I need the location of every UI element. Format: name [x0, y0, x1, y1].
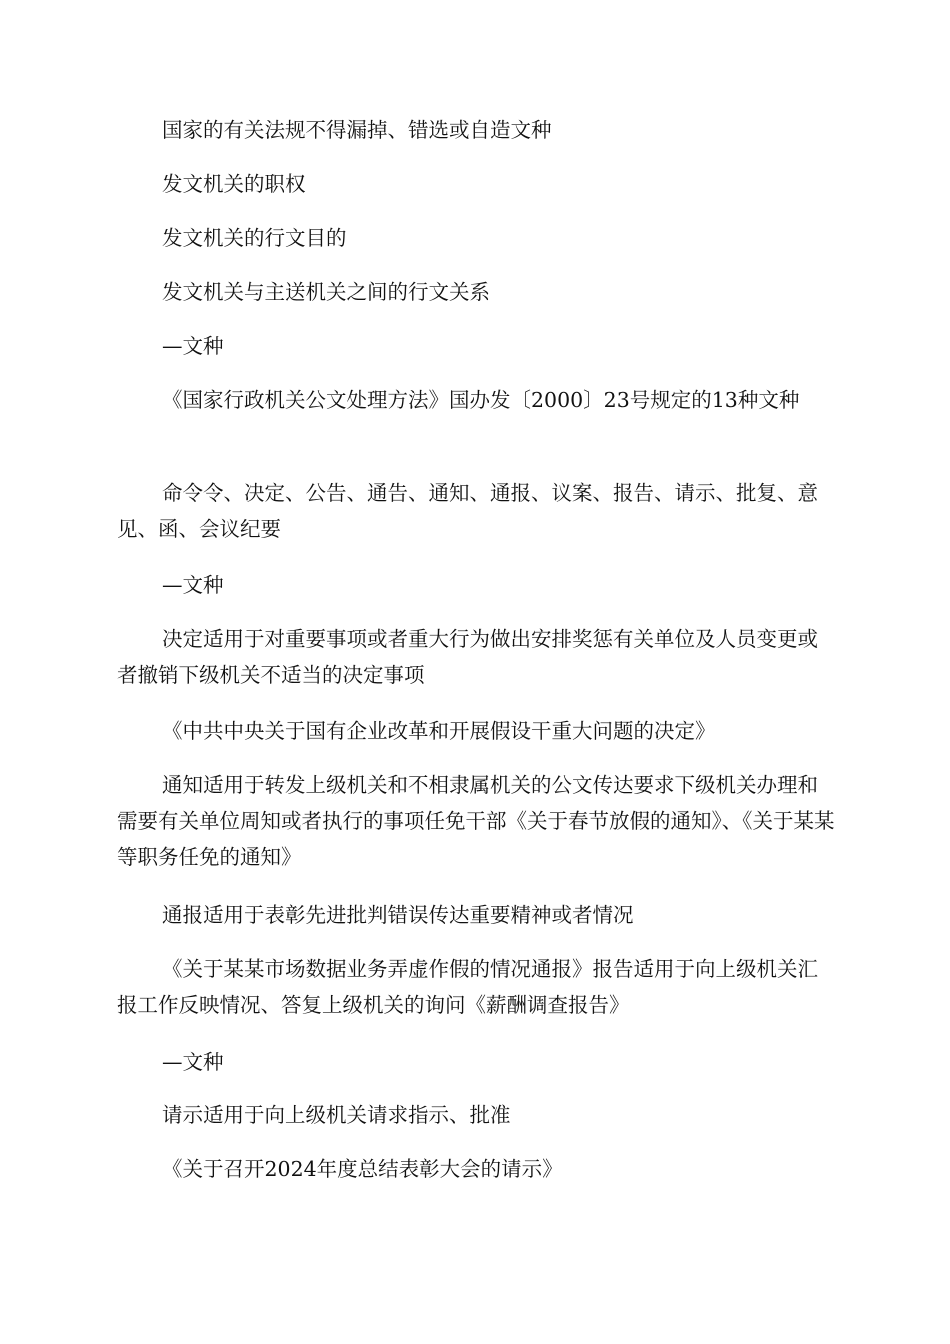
section-marker-2: —文种 [162, 573, 224, 597]
section-marker-1: —文种 [162, 334, 224, 358]
paragraph-3: 发文机关的行文目的 [162, 226, 347, 250]
section-marker-3: —文种 [162, 1050, 224, 1074]
paragraph-12: 请示适用于向上级机关请求指示、批准 [162, 1103, 511, 1127]
paragraph-11: 《关于某某市场数据业务弄虚作假的情况通报》报告适用于向上级机关汇报工作反映情况、答复上级机关的询问《薪酬调查报告》 [117, 957, 818, 1017]
paragraph-9: 通知适用于转发上级机关和不相隶属机关的公文传达要求下级机关办理和需要有关单位周知或者执行的事项任免干部《关于春节放假的通知》、《关于某某等职务任免的通知》 [117, 773, 835, 869]
paragraph-2: 发文机关的职权 [162, 172, 306, 196]
paragraph-7: 决定适用于对重要事项或者重大行为做出安排奖惩有关单位及人员变更或者撤销下级机关不适当的决定事项 [117, 627, 818, 687]
paragraph-6: 命令令、决定、公告、通告、通知、通报、议案、报告、请示、批复、意见、函、会议纪要 [117, 481, 818, 541]
paragraph-4: 发文机关与主送机关之间的行文关系 [162, 280, 490, 304]
paragraph-10: 通报适用于表彰先进批判错误传达重要精神或者情况 [162, 903, 634, 927]
paragraph-13: 《关于召开2024年度总结表彰大会的请示》 [162, 1157, 563, 1181]
paragraph-8: 《中共中央关于国有企业改革和开展假设干重大问题的决定》 [162, 719, 716, 743]
paragraph-1: 国家的有关法规不得漏掉、错选或自造文种 [162, 118, 552, 142]
paragraph-5: 《国家行政机关公文处理方法》国办发〔2000〕23号规定的13种文种 [162, 388, 800, 412]
